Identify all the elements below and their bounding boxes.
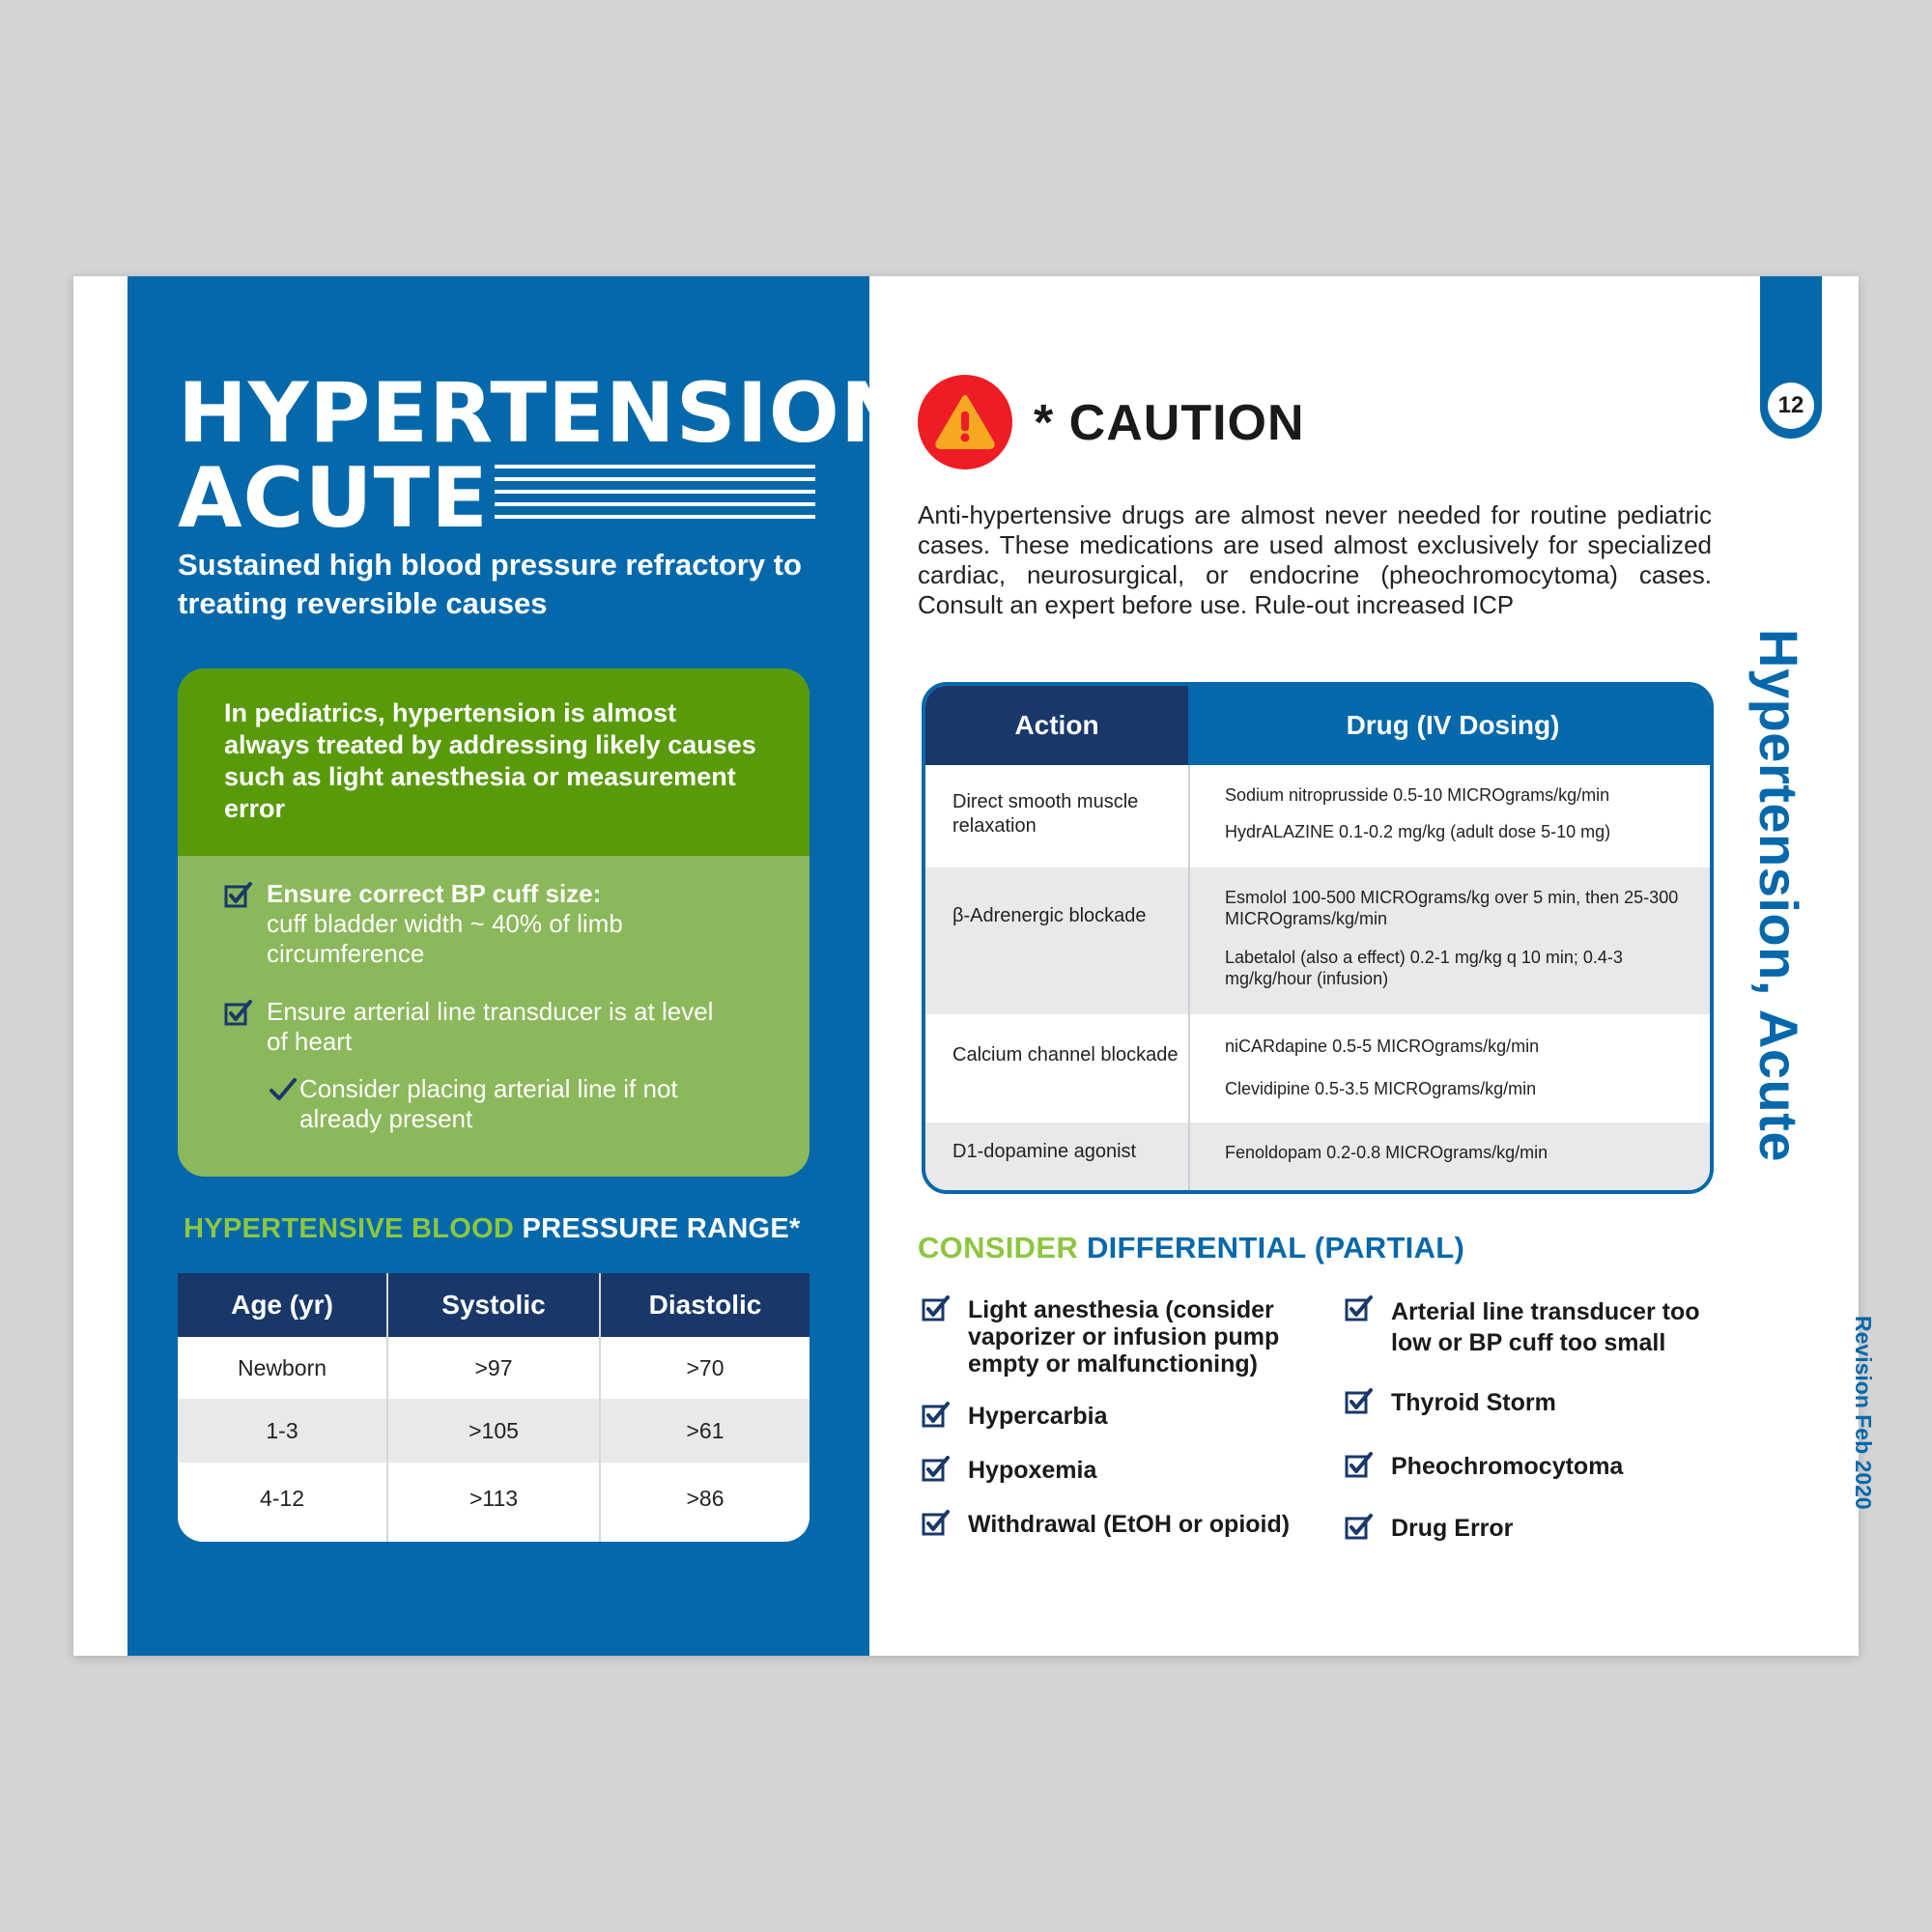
drug-action: Direct smooth muscle relaxation — [952, 791, 1139, 837]
differential-text: Light anesthesia (consider vaporizer or infusion pump empty or malfunctioning) — [968, 1296, 1280, 1378]
column-divider — [1188, 765, 1190, 1194]
differential-text: Pheochromocytoma — [1391, 1453, 1624, 1480]
check-item-transducer-text: Ensure arterial line transducer is at level of heart — [267, 997, 714, 1056]
bp-heading-green: HYPERTENSIVE BLOOD — [184, 1213, 515, 1244]
column-divider — [386, 1273, 388, 1542]
differential-text: Withdrawal (EtOH or opioid) — [968, 1511, 1291, 1538]
differential-heading-blue: DIFFERENTIAL (PARTIAL) — [1086, 1231, 1465, 1264]
drug-dose: niCARdapine 0.5-5 MICROgrams/kg/min — [1225, 1037, 1540, 1056]
revision-label: Revision Feb 2020 — [1851, 1316, 1876, 1510]
bp-cell-age: Newborn — [237, 1354, 327, 1380]
drug-action: β-Adrenergic blockade — [952, 905, 1147, 926]
bp-range-table — [178, 1273, 810, 1542]
title-line-1: HYPERTENSION — [178, 365, 911, 462]
bp-header-diastolic: Diastolic — [648, 1290, 762, 1320]
drug-dose: Esmolol 100-500 MICROgrams/kg over 5 min, then 25-300 MICROgrams/kg/min — [1225, 888, 1679, 928]
pediatrics-note-box — [178, 668, 810, 1177]
bp-cell-age: 1-3 — [266, 1417, 298, 1443]
title-line-2: ACUTE — [178, 450, 489, 547]
subtitle: Sustained high blood pressure refractory to treating reversible causes — [178, 548, 802, 620]
checkbox-icon — [922, 1294, 951, 1323]
bp-cell-age: 4-12 — [259, 1485, 305, 1511]
table-row — [178, 1463, 810, 1534]
checkbox-icon — [1345, 1294, 1374, 1323]
differential-text: Hypoxemia — [968, 1457, 1097, 1484]
differential-heading — [918, 1231, 1464, 1265]
differential-text: Thyroid Storm — [1391, 1389, 1556, 1416]
bp-header-age: Age (yr) — [231, 1290, 333, 1320]
page-tab — [1760, 276, 1822, 439]
warning-triangle-icon — [918, 375, 1012, 469]
column-divider — [599, 1273, 601, 1542]
title-decoration-lines — [495, 465, 815, 526]
differential-heading-green: CONSIDER — [918, 1231, 1079, 1264]
caution-label: * CAUTION — [1034, 395, 1305, 451]
checkbox-icon — [922, 1401, 951, 1430]
checkbox-icon — [922, 1455, 951, 1484]
drug-dose: Labetalol (also a effect) 0.2-1 mg/kg q 10 min; 0.4-3 mg/kg/hour (infusion) — [1225, 948, 1623, 988]
table-row — [178, 1337, 810, 1399]
bp-cell-systolic: >97 — [474, 1354, 513, 1380]
table-row — [925, 867, 1714, 1014]
bp-cell-diastolic: >70 — [686, 1354, 724, 1380]
checkbox-icon — [1345, 1451, 1374, 1480]
drug-action: D1-dopamine agonist — [952, 1141, 1137, 1162]
bp-cell-diastolic: >61 — [686, 1417, 724, 1443]
checkbox-icon — [224, 881, 253, 910]
drug-dose: Clevidipine 0.5-3.5 MICROgrams/kg/min — [1225, 1079, 1537, 1098]
warning-icon — [918, 375, 1012, 469]
pediatrics-intro: In pediatrics, hypertension is almost always treated by addressing likely causes such as light anesthesia or measurement error — [178, 668, 810, 856]
left-panel — [128, 276, 911, 1656]
check-item-cuff-bold: Ensure correct BP cuff size: — [267, 879, 602, 908]
drug-dose: Fenoldopam 0.2-0.8 MICROgrams/kg/min — [1225, 1143, 1548, 1162]
bp-header-systolic: Systolic — [441, 1290, 546, 1320]
table-row — [925, 765, 1714, 867]
checkbox-icon — [1345, 1387, 1374, 1416]
drug-action: Calcium channel blockade — [952, 1044, 1179, 1065]
table-row — [925, 1014, 1714, 1122]
bp-table-header — [178, 1273, 810, 1337]
drug-dose: Sodium nitroprusside 0.5-10 MICROgrams/kg/min — [1225, 785, 1610, 805]
checkmark-icon — [269, 1076, 298, 1103]
drug-dose: HydrALAZINE 0.1-0.2 mg/kg (adult dose 5-10 mg) — [1225, 822, 1611, 841]
checkbox-icon — [922, 1509, 951, 1538]
bp-cell-systolic: >105 — [469, 1417, 519, 1443]
checkbox-icon — [1345, 1513, 1374, 1542]
bp-range-heading — [184, 1213, 801, 1245]
table-row — [925, 1122, 1714, 1194]
side-title: Hypertension, Acute — [1748, 629, 1809, 1162]
differential-text: Hypercarbia — [968, 1403, 1108, 1430]
check-item-cuff-text: cuff bladder width ~ 40% of limb circumference — [267, 909, 623, 968]
drug-table-header-drug: Drug (IV Dosing) — [1188, 686, 1714, 765]
caution-text: Anti-hypertensive drugs are almost never needed for routine pediatric cases. These medications are used almost exclusively for specialized cardiac, neurosurgical, or endocrine (pheochromocytoma) cases. Consult an expert before use. Rule-out increased ICP — [918, 500, 1712, 619]
drug-table — [922, 682, 1714, 1194]
bp-cell-diastolic: >86 — [686, 1485, 724, 1511]
bp-heading-white: PRESSURE RANGE* — [522, 1213, 801, 1244]
bp-cell-systolic: >113 — [469, 1485, 519, 1511]
checkbox-icon — [224, 999, 253, 1028]
drug-table-header-action: Action — [925, 686, 1188, 765]
reference-card — [73, 276, 1876, 1656]
differential-text: Drug Error — [1391, 1515, 1514, 1542]
differential-text: Arterial line transducer too low or BP cuff too small — [1391, 1298, 1700, 1356]
sub-item-arterial-line-text: Consider placing arterial line if not already present — [299, 1074, 678, 1133]
page-number: 12 — [1768, 383, 1814, 429]
table-row — [178, 1399, 810, 1463]
